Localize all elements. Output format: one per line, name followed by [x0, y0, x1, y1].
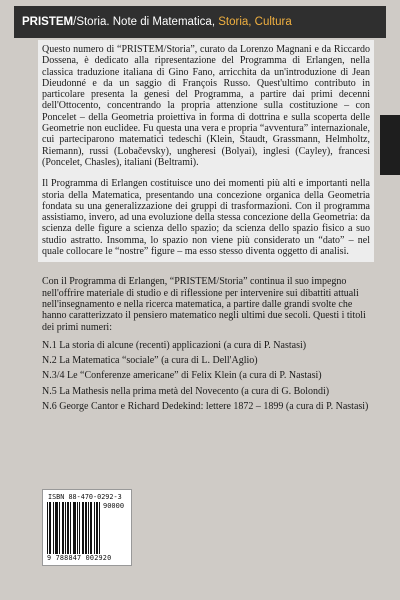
series-brand: PRISTEM	[22, 16, 74, 28]
intro-paragraph-1: Questo numero di “PRISTEM/Storia”, curato da Lorenzo Magnani e da Riccardo Dossena, è dedicato alla ripresentazione del Programma di Erlangen, nella classica traduzione italiana di Gino Fano, arricchita da un'introduzione di Jean Dieudonné e da un saggio di François Russo. Quest'ultimo contributo in particolare presenta la genesi del Programma, a partire dai primi decenni dell'Ottocento, concentrando la propria attenzione sulla costituzione – con Poncelet – della Geometria proiettiva in forma di dottrina e sulla scoperta delle Geometrie non euclidee. Fu questa una vera e propria “avventura” internazionale, cui parteciparono matematici tedeschi (Klein, Staudt, Grassmann, Helmholtz, Riemann), russi (Lobačevsky), ungheresi (Bolyai), inglesi (Cayley), francesi (Poncelet, Chasles), italiani (Beltrami).	[42, 44, 370, 168]
intro-paragraph-2: Il Programma di Erlangen costituisce uno dei momenti più alti e importanti nella storia della Matematica, presentando una concezione organica della Geometria fondata su una generalizzazione dei gruppi di trasformazioni. Con il programma assistiamo, invero, ad una evoluzione della stessa concezione della Geometria: da scienza delle figure a scienza dello spazio; da scienza dello spazio fisico a suo studio astratto. Insomma, lo spazio non viene più considerato un “dato” – nel quale collocare le “nostre” figure – ma esso stesso diventa oggetto di analisi.	[42, 178, 370, 258]
barcode-label	[42, 489, 132, 566]
side-tab-decoration	[380, 115, 400, 175]
title-item: N.5 La Mathesis nella prima metà del Novecento (a cura di G. Bolondi)	[42, 385, 330, 397]
series-header	[14, 6, 386, 38]
closing-paragraph: Con il Programma di Erlangen, “PRISTEM/Storia” continua il suo impegno nell'offrire materiale di studio e di riflessione per intervenire sui dibattiti attuali nell'insegnamento e nella ricerca matematica, a partire dalle grandi svolte che hanno caratterizzato il pensiero matematico negli ultimi due secoli. Questi i titoli dei primi numeri:	[42, 276, 366, 333]
series-name: /Storia. Note di Matematica,	[73, 16, 216, 28]
back-cover-text	[38, 40, 374, 416]
intro-text-box	[38, 40, 374, 262]
barcode-bars	[47, 502, 101, 554]
title-item: N.2 La Matematica “sociale” (a cura di L. Dell'Aglio)	[42, 355, 258, 367]
ean-number: 9 788847 002920	[47, 554, 112, 562]
isbn-text: ISBN 88-470-0292-3	[48, 493, 122, 501]
title-item: N.3/4 Le “Conferenze americane” di Felix Klein (a cura di P. Nastasi)	[42, 370, 322, 382]
titles-list	[38, 340, 374, 412]
price-code: 90000	[103, 502, 125, 510]
title-item: N.1 La storia di alcune (recenti) applicazioni (a cura di P. Nastasi)	[42, 339, 307, 351]
series-subject: Storia, Cultura	[215, 16, 292, 28]
title-item: N.6 George Cantor e Richard Dedekind: lettere 1872 – 1899 (a cura di P. Nastasi)	[42, 401, 369, 413]
